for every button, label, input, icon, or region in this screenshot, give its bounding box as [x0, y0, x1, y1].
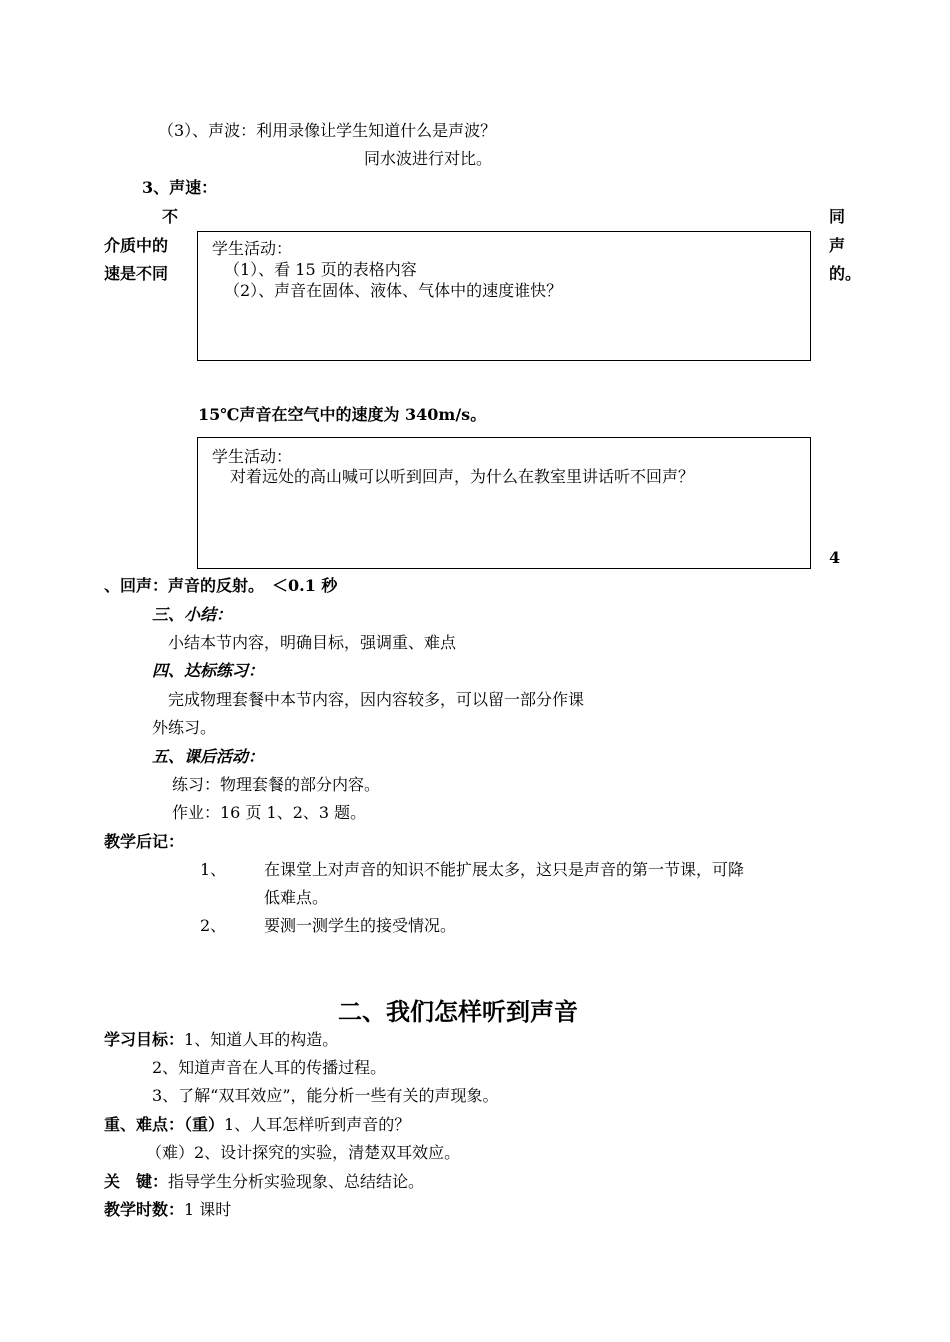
- learning-goal-2: 2、知道声音在人耳的传播过程。: [152, 1058, 387, 1077]
- compare-water-wave-line: 同水波进行对比。: [364, 149, 493, 168]
- key-point-1: 1、人耳怎样听到声音的？: [224, 1115, 411, 1134]
- learning-goal-3: 3、了解“双耳效应”，能分析一些有关的声现象。: [152, 1086, 499, 1105]
- after-class-text-1: 练习：物理套餐的部分内容。: [172, 775, 381, 794]
- teaching-hours-line: [104, 1200, 231, 1220]
- practice-heading: 四、达标练习：: [152, 661, 265, 680]
- note-2-number: 2、: [200, 916, 227, 935]
- practice-text-2: 外练习。: [152, 718, 217, 737]
- left-col-text-3: 速是不同: [104, 264, 169, 283]
- note-1-text-a: 在课堂上对声音的知识不能扩展太多，这只是声音的第一节课，可降: [264, 860, 745, 879]
- crux-label: 关 键：: [104, 1172, 169, 1191]
- crux-text: 指导学生分析实验现象、总结结论。: [168, 1172, 425, 1191]
- after-class-heading: 五、课后活动：: [152, 747, 265, 766]
- sound-wave-line: （3）、声波：利用录像让学生知道什么是声波？: [158, 121, 497, 140]
- learning-goals-label: 学习目标：: [104, 1030, 185, 1049]
- box1-item-1: （1）、看 15 页的表格内容: [224, 260, 417, 279]
- echo-number: 4: [829, 548, 841, 567]
- key-difficult-label: 重、难点：（重）: [104, 1115, 225, 1134]
- section-2-title: 二、我们怎样听到声音: [338, 997, 578, 1026]
- learning-goal-1: 1、知道人耳的构造。: [184, 1030, 339, 1049]
- left-col-text-2: 介质中的: [104, 236, 169, 255]
- difficult-point-2: （难）2、设计探究的实验，清楚双耳效应。: [146, 1143, 461, 1162]
- note-1-number: 1、: [200, 860, 227, 879]
- key-difficult-line-1: [104, 1115, 410, 1135]
- learning-goals-line-1: [104, 1030, 338, 1050]
- note-2-text: 要测一测学生的接受情况。: [264, 916, 457, 935]
- teaching-hours-text: 1 课时: [184, 1200, 232, 1219]
- echo-line: 、回声：声音的反射。 ＜0.1 秒: [104, 576, 338, 595]
- right-col-text-2: 声: [829, 236, 846, 255]
- after-class-text-2: 作业：16 页 1、2、3 题。: [172, 803, 367, 822]
- speed-heading: 3、声速：: [142, 178, 218, 197]
- teaching-hours-label: 教学时数：: [104, 1200, 185, 1219]
- student-activity-box-2: [197, 437, 811, 569]
- practice-text-1: 完成物理套餐中本节内容，因内容较多，可以留一部分作课: [168, 690, 585, 709]
- right-col-text-1: 同: [829, 207, 846, 226]
- box2-item-1: 对着远处的高山喊可以听到回声，为什么在教室里讲话听不回声？: [230, 467, 695, 486]
- box1-item-2: （2）、声音在固体、液体、气体中的速度谁快？: [224, 281, 563, 300]
- student-activity-box-1: [197, 231, 811, 361]
- box1-title: 学生活动：: [212, 239, 293, 258]
- note-1-text-b: 低难点。: [264, 888, 329, 907]
- summary-heading: 三、小结：: [152, 605, 233, 624]
- box2-title: 学生活动：: [212, 447, 293, 466]
- crux-line: [104, 1172, 424, 1192]
- summary-text: 小结本节内容，明确目标，强调重、难点: [168, 633, 457, 652]
- sound-speed-value: 15℃声音在空气中的速度为 340m/s。: [198, 405, 487, 424]
- right-col-text-3: 的。: [829, 264, 862, 283]
- teaching-notes-heading: 教学后记：: [104, 832, 185, 851]
- left-col-text-1: 不: [162, 207, 179, 226]
